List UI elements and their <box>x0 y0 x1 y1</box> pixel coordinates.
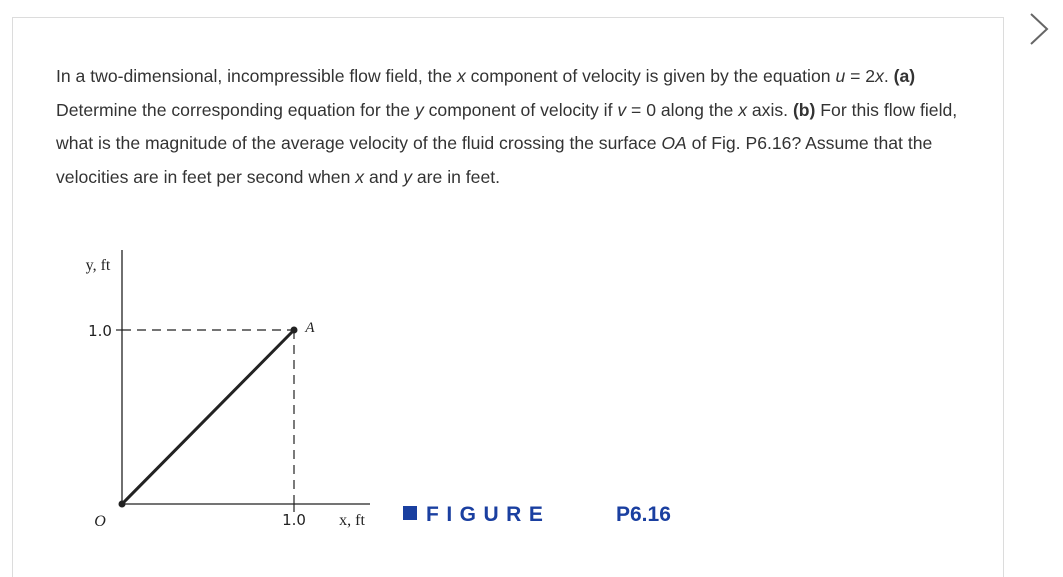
point-a <box>291 327 298 334</box>
problem-text-segment: and <box>364 166 404 187</box>
variable-y: y <box>414 99 424 120</box>
variable-u: u <box>835 66 846 86</box>
variable-y: y <box>403 166 412 187</box>
surface-oa-label: OA <box>661 133 687 153</box>
variable-x: x <box>355 166 365 187</box>
figure-p6-16 <box>60 250 720 540</box>
problem-text-segment: are in feet. <box>412 166 501 187</box>
variable-x: x <box>738 99 747 120</box>
y-tick-label: 1.0 <box>88 322 112 340</box>
problem-text-segment: For this flow field, what is the magnitude of the average velocity of the fluid crossing the surface <box>56 99 958 153</box>
problem-text-segment: = 0 along the <box>626 99 739 120</box>
chevron-right-icon <box>1018 8 1056 54</box>
problem-text-segment: axis. <box>746 99 793 120</box>
problem-text-segment: = 2 <box>845 66 876 86</box>
part-a-label: (a) <box>893 66 916 86</box>
variable-x: x <box>456 66 466 86</box>
surface-oa-line <box>122 330 294 504</box>
variable-v: v <box>617 99 627 120</box>
figure-caption-prefix: FIGURE <box>426 503 551 526</box>
problem-text-segment: In a two-dimensional, incompressible flow field, the <box>56 66 457 86</box>
problem-text-segment: component of velocity is given by the equation <box>465 66 836 86</box>
variable-x: x <box>875 66 884 86</box>
figure-caption-number: P6.16 <box>616 503 671 526</box>
problem-text-segment: Determine the corresponding equation for the <box>56 99 415 120</box>
x-axis-label: x, ft <box>339 512 365 529</box>
problem-text-segment: . <box>883 66 894 86</box>
problem-text-segment: component of velocity if <box>423 99 618 120</box>
next-button[interactable] <box>1018 8 1056 54</box>
flow-diagram <box>60 250 720 540</box>
origin-point <box>119 501 126 508</box>
problem-text <box>56 60 976 194</box>
y-axis-label: y, ft <box>85 257 111 274</box>
part-b-label: (b) <box>792 99 816 120</box>
point-a-label: A <box>305 320 315 336</box>
origin-label: O <box>94 513 106 530</box>
caption-square-icon <box>403 506 417 520</box>
x-tick-label: 1.0 <box>282 511 306 529</box>
problem-text-segment: of Fig. P6.16? Assume that the velocities are in feet per second when <box>56 133 933 187</box>
